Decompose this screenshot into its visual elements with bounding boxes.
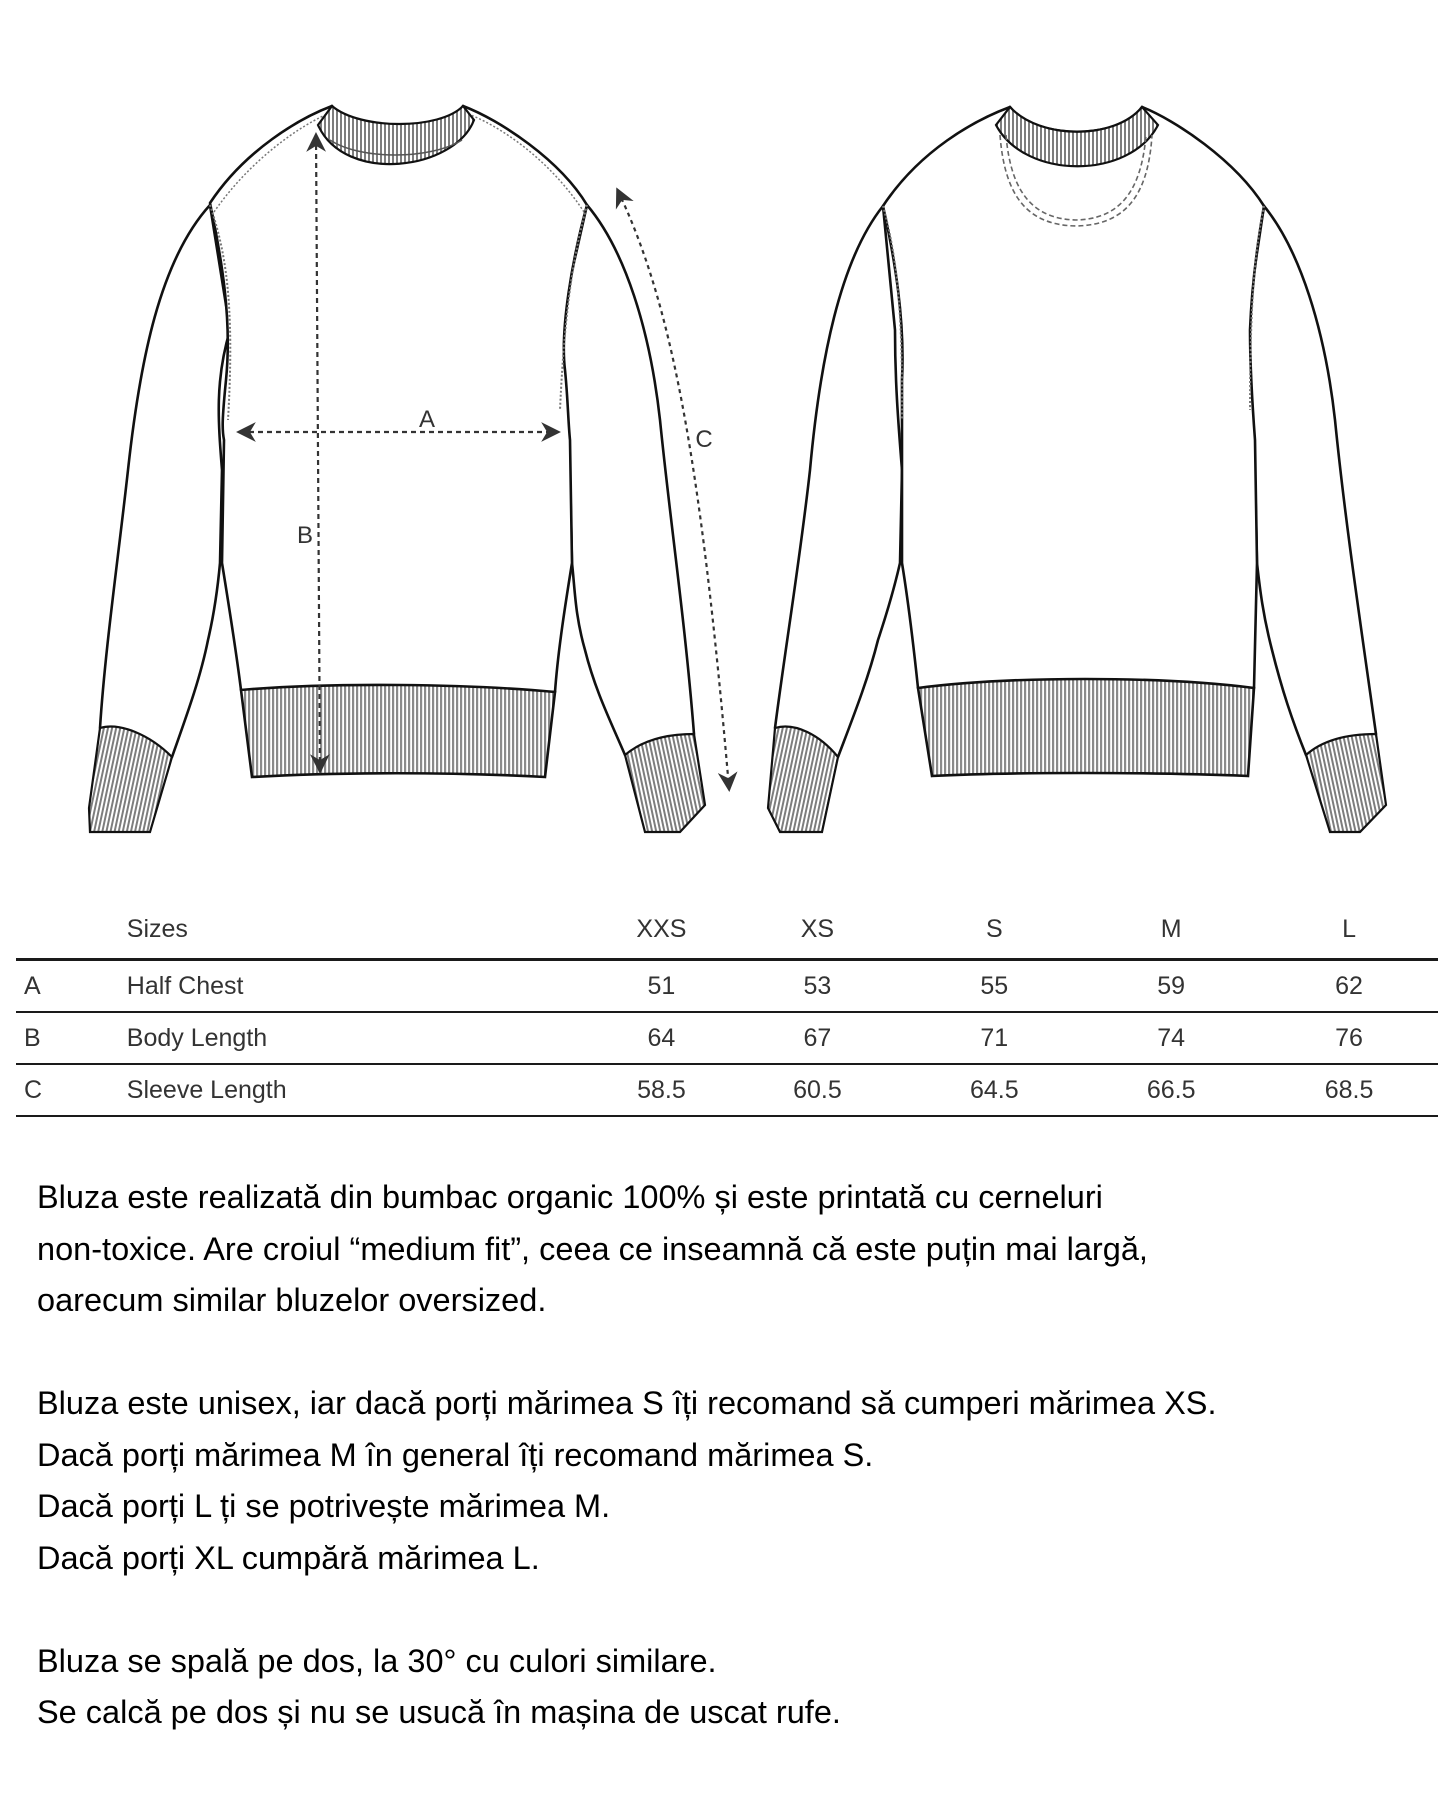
cell-value: 68.5 (1324, 1075, 1374, 1104)
text-line: Bluza se spală pe dos, la 30° cu culori similare. (37, 1642, 717, 1679)
row-label: Sleeve Length (126, 1075, 287, 1104)
header-code (16, 880, 127, 960)
measure-c-label: C (695, 426, 713, 453)
text-line: Se calcă pe dos și nu se usucă în mașina de uscat rufe. (37, 1694, 841, 1730)
back-right-cuff (1306, 734, 1386, 832)
cell-value: 76 (1335, 1023, 1363, 1052)
back-left-sleeve (775, 206, 902, 757)
cell-value: 51 (647, 971, 676, 1000)
text-line: Bluza este unisex, iar dacă porți mărimea S îți recomand să cumperi mărimea XS. (37, 1385, 1217, 1421)
row-label: Body Length (126, 1023, 268, 1052)
cell-value: 71 (980, 1023, 1009, 1052)
table-row-body-length (16, 1012, 1438, 1064)
cell-value: 62 (1335, 971, 1363, 1000)
back-body (883, 107, 1264, 688)
header-size-s: S (985, 915, 1003, 943)
cell-value: 66.5 (1146, 1075, 1196, 1104)
header-size-xs: XS (800, 915, 835, 943)
cell-value: 67 (803, 1023, 832, 1052)
paragraph-material-fit (37, 1172, 1437, 1327)
cell-value: 64 (647, 1023, 676, 1052)
paragraph-size-advice (37, 1378, 1437, 1584)
front-body (210, 106, 587, 692)
cell-value: 60.5 (793, 1075, 842, 1104)
back-right-sleeve (1245, 206, 1376, 755)
front-right-sleeve (558, 205, 694, 755)
row-label: Half Chest (126, 971, 244, 1000)
text-line: non-toxice. Are croiul “medium fit”, ceea ce inseamnă că este puțin mai largă, (37, 1230, 1148, 1267)
cell-value: 58.5 (637, 1075, 686, 1104)
header-size-m: M (1160, 915, 1182, 943)
cell-value: 64.5 (969, 1075, 1019, 1104)
table-row-half-chest (16, 960, 1438, 1013)
front-sweater (89, 106, 729, 832)
row-code: A (24, 971, 41, 1000)
text-line: Dacă porți L ți se potrivește mărimea M. (37, 1488, 611, 1524)
text-line: Dacă porți mărimea M în general îți recomand mărimea S. (37, 1436, 874, 1473)
cell-value: 55 (980, 971, 1009, 1000)
table-header-row (16, 880, 1438, 960)
front-left-sleeve (100, 205, 230, 757)
back-hem-rib (918, 679, 1254, 776)
front-right-cuff (625, 734, 705, 832)
cell-value: 59 (1157, 971, 1186, 1000)
paragraph-care-instructions (37, 1636, 1437, 1739)
header-sizes: Sizes (126, 915, 188, 943)
header-size-xxs: XXS (636, 915, 687, 943)
product-description (37, 1172, 1437, 1790)
size-table (16, 880, 1438, 1117)
sweater-diagrams (0, 0, 1445, 840)
back-sweater (768, 107, 1386, 832)
cell-value: 53 (803, 971, 832, 1000)
header-size-l: L (1342, 915, 1356, 943)
table-row-sleeve-length (16, 1064, 1438, 1116)
text-line: Bluza este realizată din bumbac organic 100% și este printată cu cerneluri (37, 1179, 1103, 1215)
text-line: oarecum similar bluzelor oversized. (37, 1282, 547, 1318)
cell-value: 74 (1157, 1023, 1186, 1052)
row-code: B (24, 1023, 41, 1052)
text-line: Dacă porți XL cumpără mărimea L. (37, 1539, 540, 1576)
measure-b-label: B (296, 522, 314, 549)
row-code: C (24, 1075, 43, 1104)
measure-a-label: A (418, 406, 436, 433)
size-chart (16, 880, 1438, 1117)
front-hem-rib (241, 685, 555, 777)
